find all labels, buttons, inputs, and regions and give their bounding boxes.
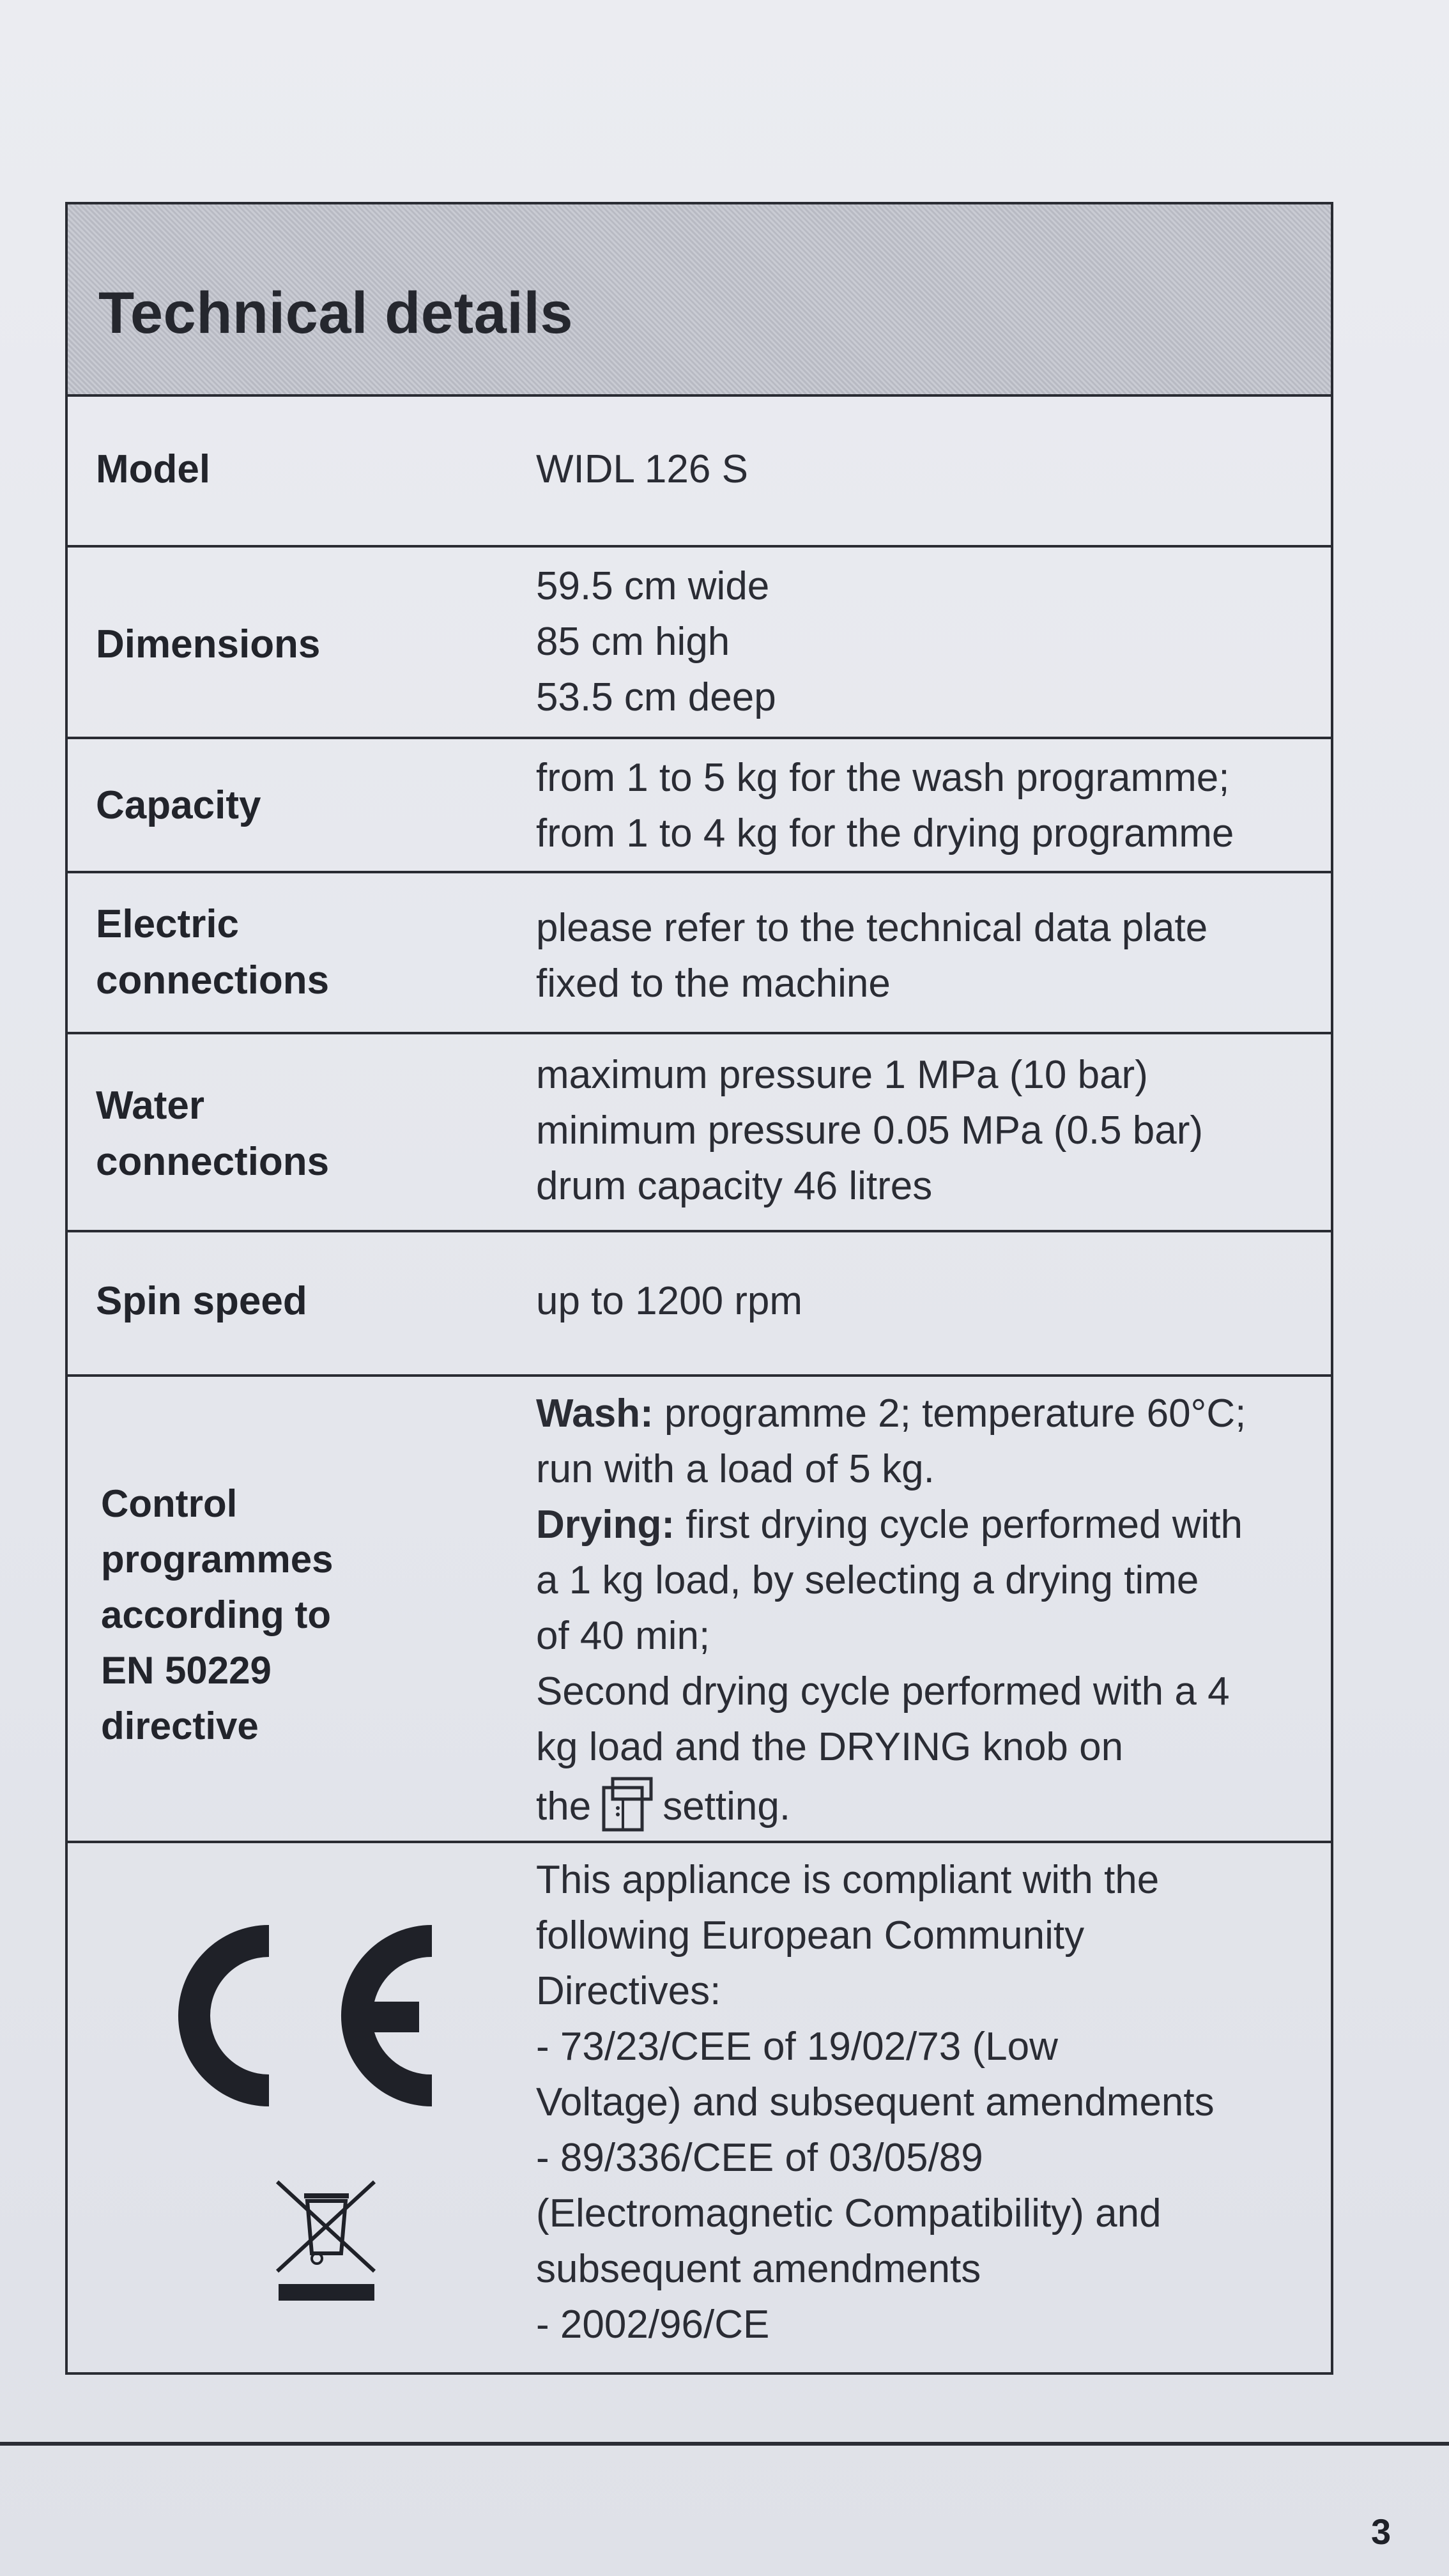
row-label: Capacity [96,783,261,827]
row-value: please refer to the technical data plate fixed to the machine [536,906,1208,1006]
page-number: 3 [1371,2511,1392,2552]
drying-heading: Drying: [536,1503,675,1547]
row-label: Electric connections [96,902,330,1002]
row-value: WIDL 126 S [536,447,748,491]
ce-logo [164,1913,451,2118]
row-value: This appliance is compliant with the following European Community Directives: - 73/23/CEE of 19/02/73 (Low Voltage) and subsequent amendments - 89/336/CEE of 03/05/89 (Electromagnetic Compatibility) and subsequent amendments - 2002/96/CE [536,1858,1215,2347]
row-label: Model [96,447,211,491]
wardrobe-dry-icon [597,1775,656,1834]
row-dimensions [65,548,1333,739]
row-value: up to 1200 rpm [536,1279,803,1323]
row-value: 59.5 cm wide 85 cm high 53.5 cm deep [536,564,776,719]
row-water-connections [65,1034,1333,1232]
row-value: Wash: programme 2; temperature 60°C; run with a load of 5 kg. Drying: first drying cycle performed with a 1 kg load, by selecting a drying time of 40 min; Second drying cycle performed with a 4 kg load and the DRYING knob on the setting. [536,1386,1309,1834]
footer-rule [0,2442,1449,2446]
row-value: from 1 to 5 kg for the wash programme; from 1 to 4 kg for the drying programme [536,756,1234,855]
row-value: maximum pressure 1 MPa (10 bar) minimum pressure 0.05 MPa (0.5 bar) drum capacity 46 litres [536,1053,1204,1208]
wash-heading: Wash: [536,1392,654,1436]
table-header [65,202,1333,397]
row-electric-connections [65,873,1333,1034]
row-compliance [65,1843,1333,2375]
row-capacity [65,739,1333,873]
page-title: Technical details [98,280,574,346]
crossed-bin-icon [272,2175,381,2303]
row-label: Dimensions [96,622,321,666]
row-model [65,397,1333,548]
row-control-programmes [65,1377,1333,1843]
row-spin-speed [65,1232,1333,1377]
row-label: Spin speed [96,1279,307,1323]
row-label: Control programmes according to EN 50229 directive [101,1482,334,1747]
row-label: Water connections [96,1084,330,1184]
